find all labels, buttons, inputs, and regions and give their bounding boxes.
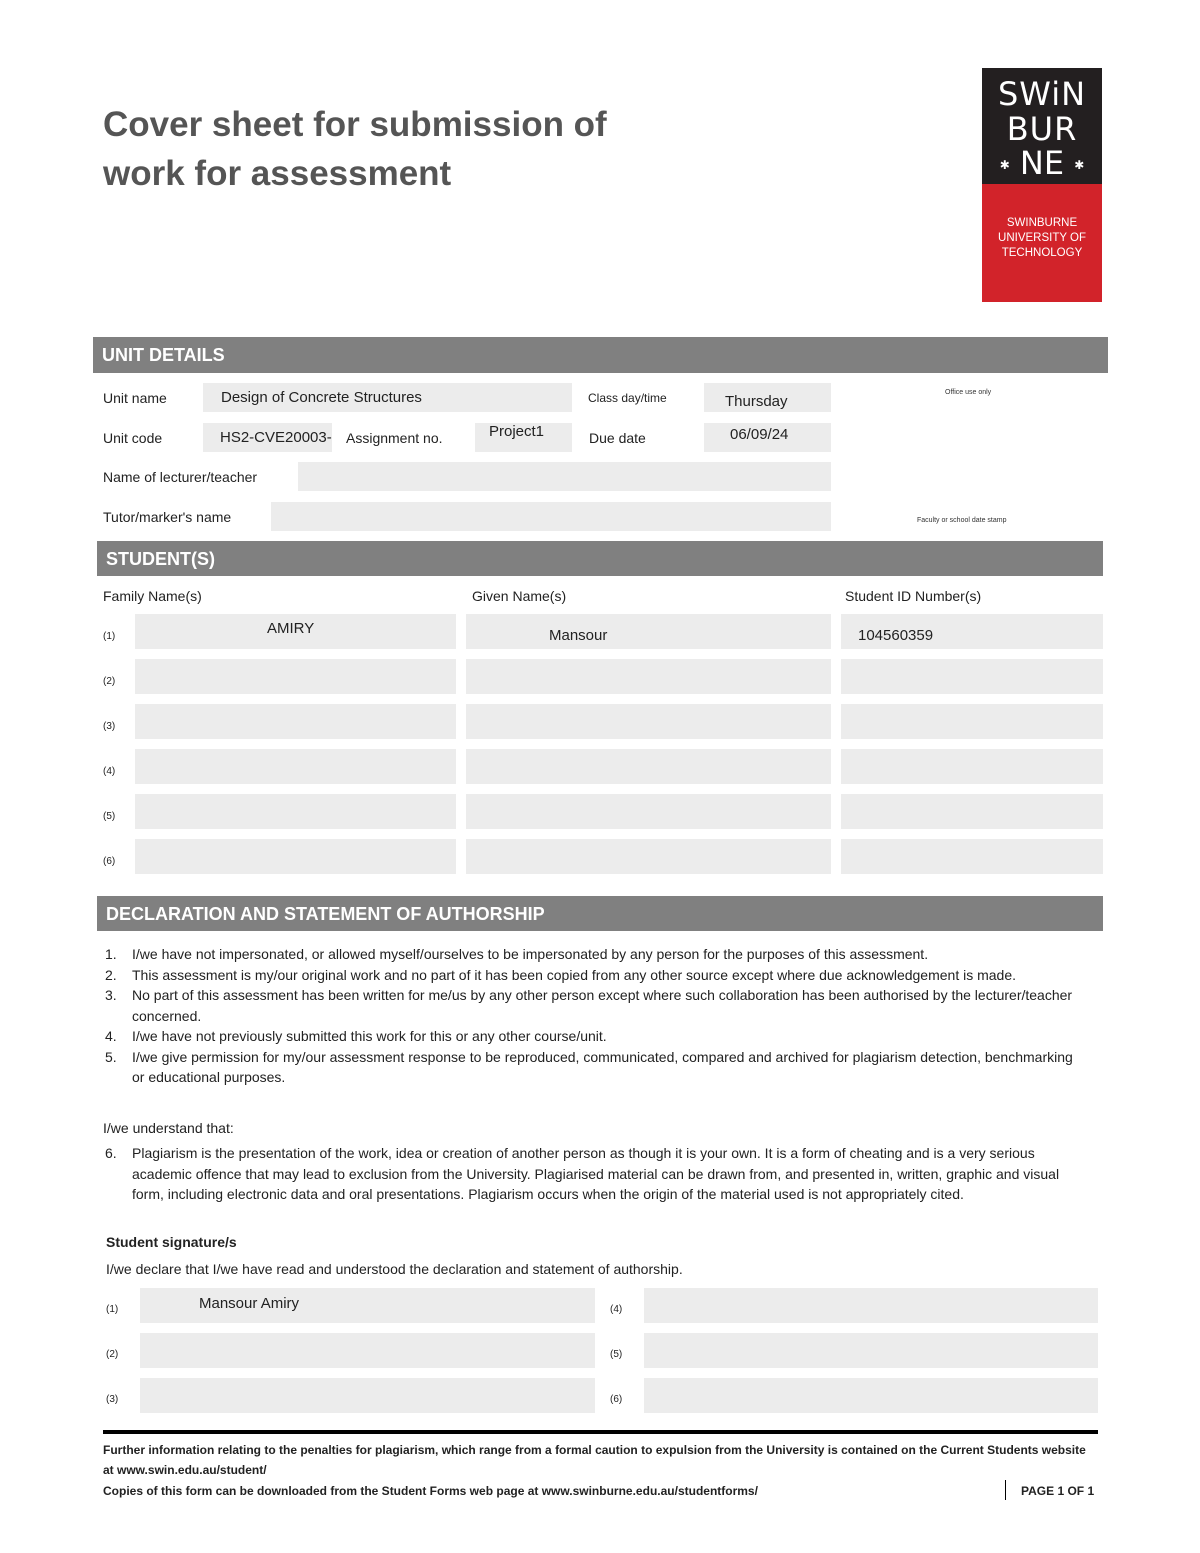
footer-info: Further information relating to the penalties for plagiarism, which range from a formal caution to expulsion from the University is contained on the Current Students website at www.swin.edu.au/student/ (103, 1443, 1086, 1477)
student-row-number: (4) (103, 766, 116, 777)
page-title (103, 100, 607, 198)
class-day-label: Class day/time (588, 391, 667, 405)
declaration-item: 6. Plagiarism is the presentation of the work, idea or creation of another person as though it is your own. It is a form of cheating and is a very serious academic offence that may lead to exclusion from the University. Plagiarised material can be drawn from, and presented in, written, graphic and visual form, including electronic data and oral presentations. Plagiarism occurs when the origin of the material used is not appropriately cited. (105, 1145, 1060, 1202)
page-title-line2: work for assessment (103, 154, 452, 193)
lecturer-field[interactable] (298, 462, 831, 491)
student-id-field[interactable] (841, 749, 1103, 784)
page-number: PAGE 1 OF 1 (1021, 1484, 1095, 1498)
student-row-number: (3) (103, 721, 116, 732)
understand-label: I/we understand that: (103, 1120, 234, 1136)
student-row-number: (5) (103, 811, 116, 822)
logo-word-3: NE (1019, 144, 1065, 182)
logo-university-line3: TECHNOLOGY (1001, 247, 1083, 259)
student-id-field[interactable] (841, 659, 1103, 694)
signature-statement: I/we declare that I/we have read and understood the declaration and statement of authorship. (106, 1261, 683, 1277)
declaration-item: 1. I/we have not impersonated, or allowed myself/ourselves to be impersonated by any person for the purposes of this assessment. (105, 946, 929, 962)
given-name-value: Mansour (549, 627, 608, 644)
declaration-list (103, 944, 1078, 1088)
declaration-item: 5. I/we give permission for my/our assessment response to be reproduced, communicated, compared and archived for plagiarism detection, benchmarking or educational purposes. (105, 1048, 1073, 1085)
student-id-header: Student ID Number(s) (845, 588, 982, 604)
due-date-value: 06/09/24 (730, 426, 789, 443)
signature-number: (6) (610, 1394, 623, 1405)
logo-university-line2: UNIVERSITY OF (998, 232, 1086, 244)
tutor-label: Tutor/marker's name (103, 509, 232, 525)
logo-top-block (982, 68, 1102, 184)
unit-name-field[interactable] (203, 383, 572, 412)
logo-word-2: BUR (1006, 110, 1078, 148)
assignment-no-field[interactable] (475, 423, 572, 452)
tutor-field[interactable] (271, 502, 831, 531)
students-heading: STUDENT(S) (97, 541, 1103, 576)
due-date-label: Due date (589, 430, 646, 446)
signature-number: (4) (610, 1304, 623, 1315)
signature-field[interactable] (644, 1378, 1098, 1413)
signature-field[interactable] (140, 1333, 595, 1368)
family-name-field[interactable] (135, 794, 456, 829)
declaration-item: 4. I/we have not previously submitted this work for this or any other course/unit. (105, 1028, 607, 1044)
student-row-number: (1) (103, 631, 116, 642)
footer-divider (1005, 1480, 1006, 1500)
signature-number: (1) (106, 1304, 119, 1315)
class-day-value: Thursday (725, 393, 788, 410)
logo-university-line1: SWINBURNE (1006, 217, 1078, 229)
class-day-field[interactable] (704, 383, 831, 412)
unit-code-value: HS2-CVE20003- (220, 429, 332, 446)
signature-heading: Student signature/s (106, 1234, 237, 1250)
given-name-field[interactable] (466, 839, 831, 874)
signature-value: Mansour Amiry (199, 1295, 300, 1312)
due-date-field[interactable] (704, 423, 831, 452)
student-id-field[interactable] (841, 614, 1103, 649)
footer-copies: Copies of this form can be downloaded from the Student Forms web page at www.swinburne.edu.au/studentforms/ (103, 1484, 758, 1498)
lecturer-label: Name of lecturer/teacher (103, 469, 258, 485)
family-name-value: AMIRY (267, 620, 315, 637)
unit-name-value: Design of Concrete Structures (221, 389, 422, 406)
student-id-field[interactable] (841, 794, 1103, 829)
family-name-field[interactable] (135, 749, 456, 784)
signature-field[interactable] (140, 1378, 595, 1413)
star-icon: ✱ (1074, 158, 1085, 172)
signature-number: (5) (610, 1349, 623, 1360)
given-name-field[interactable] (466, 614, 831, 649)
signature-number: (3) (106, 1394, 119, 1405)
given-name-field[interactable] (466, 749, 831, 784)
assignment-no-label: Assignment no. (346, 430, 443, 446)
logo-bottom-block (982, 184, 1102, 302)
given-name-header: Given Name(s) (472, 588, 567, 604)
student-row-number: (2) (103, 676, 116, 687)
logo-word-1: SWiN (997, 75, 1087, 113)
family-name-header: Family Name(s) (103, 588, 202, 604)
plagiarism-list (103, 1143, 1083, 1205)
unit-code-label: Unit code (103, 430, 163, 446)
signature-number: (2) (106, 1349, 119, 1360)
swinburne-logo (982, 68, 1102, 302)
student-id-field[interactable] (841, 704, 1103, 739)
given-name-field[interactable] (466, 794, 831, 829)
logo-word-3-row (982, 146, 1102, 182)
date-stamp-label: Faculty or school date stamp (917, 517, 1007, 524)
given-name-field[interactable] (466, 704, 831, 739)
declaration-item: 2. This assessment is my/our original work and no part of it has been copied from any other source except where due acknowledgement is made. (105, 966, 1017, 983)
family-name-field[interactable] (135, 659, 456, 694)
signature-field[interactable] (644, 1333, 1098, 1368)
assignment-no-value: Project1 (489, 423, 545, 440)
footer-rule (103, 1430, 1098, 1434)
declaration-heading: DECLARATION AND STATEMENT OF AUTHORSHIP (97, 896, 1103, 931)
signature-field[interactable] (644, 1288, 1098, 1323)
unit-code-field[interactable] (203, 423, 332, 452)
office-use-label: Office use only (945, 389, 992, 396)
family-name-field[interactable] (135, 704, 456, 739)
page-title-line1: Cover sheet for submission of (103, 105, 607, 144)
unit-name-label: Unit name (103, 390, 167, 406)
declaration-item: 3. No part of this assessment has been written for me/us by any other person except where such collaboration has been authorised by the lecturer/teacher concerned. (105, 987, 1073, 1024)
unit-details-heading: UNIT DETAILS (93, 337, 1108, 373)
family-name-field[interactable] (135, 839, 456, 874)
given-name-field[interactable] (466, 659, 831, 694)
family-name-field[interactable] (135, 614, 456, 649)
signature-field[interactable] (140, 1288, 595, 1323)
student-id-field[interactable] (841, 839, 1103, 874)
student-id-value: 104560359 (858, 627, 934, 644)
student-row-number: (6) (103, 856, 116, 867)
star-icon: ✱ (999, 158, 1010, 172)
